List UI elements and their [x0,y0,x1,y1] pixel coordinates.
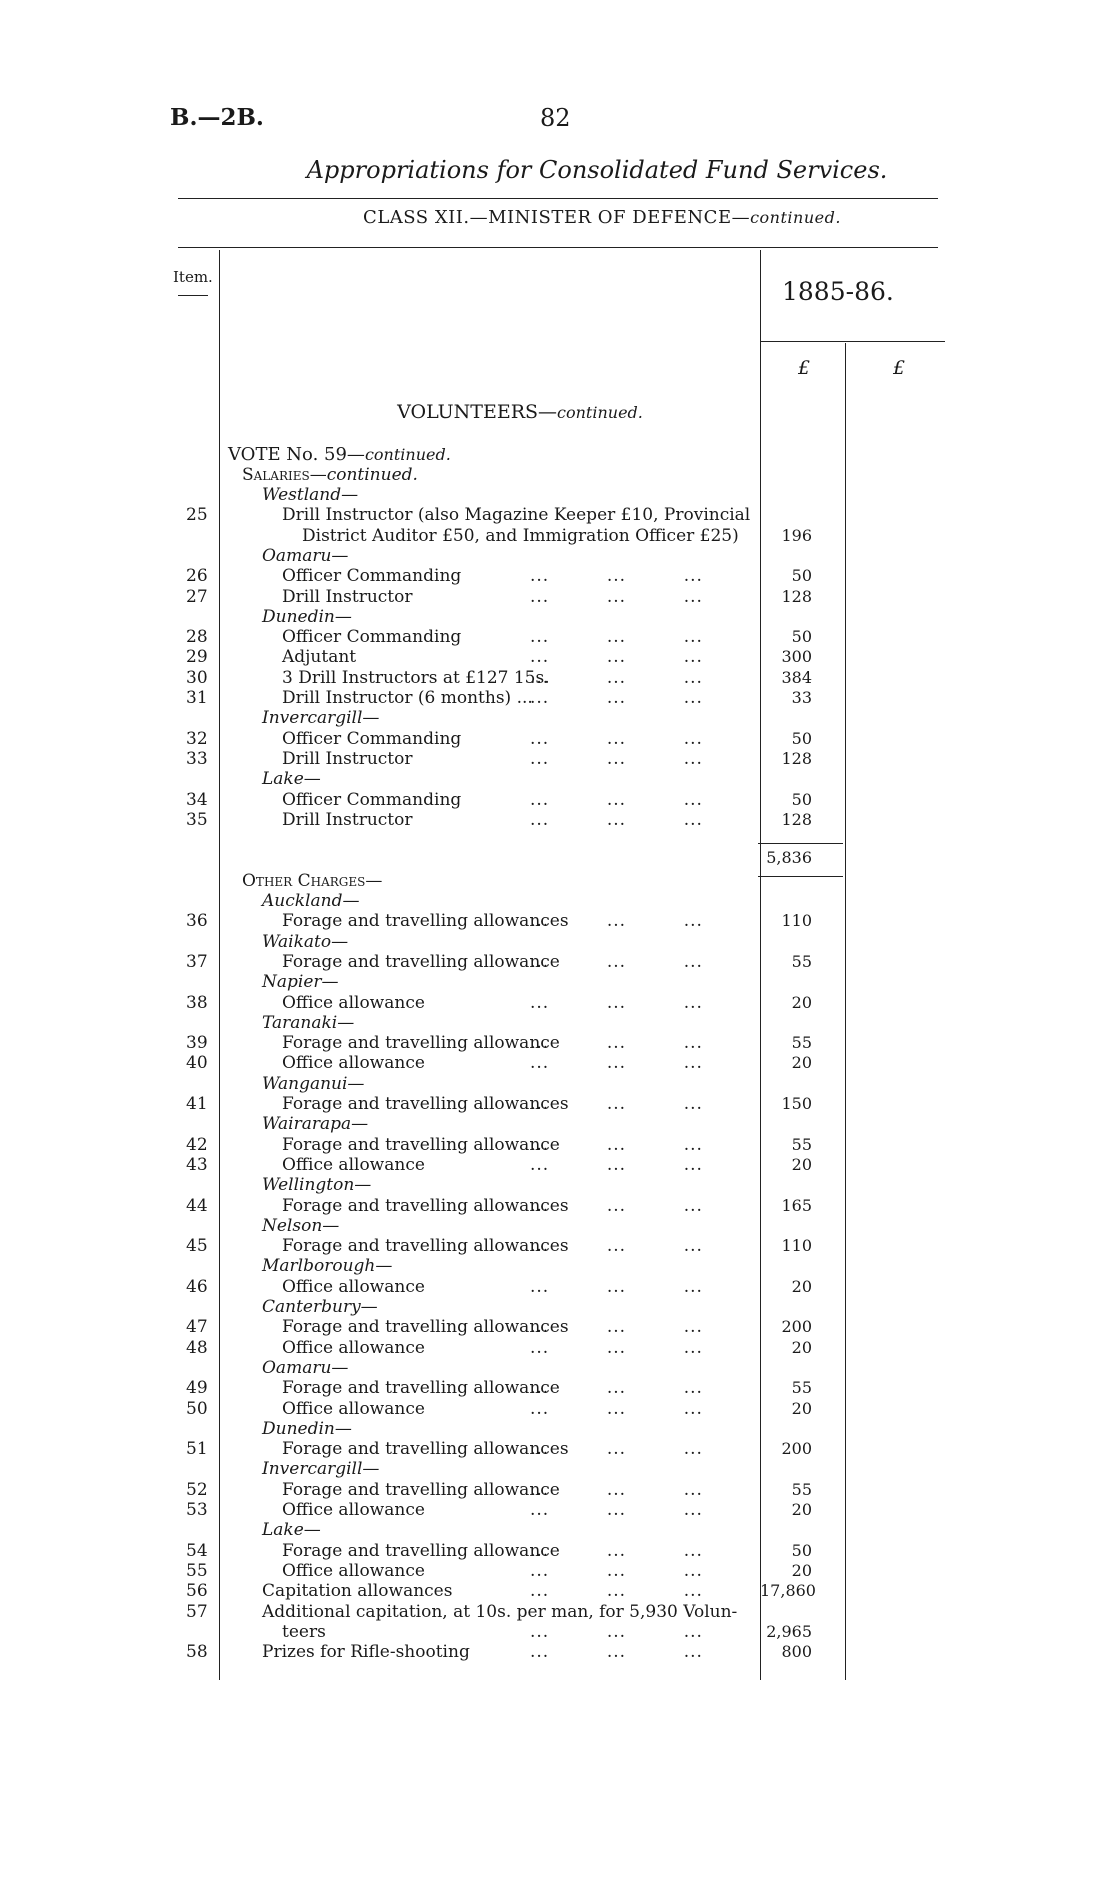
item-amount: 55 [791,1033,812,1053]
leader-dots: ... ... ... [530,1540,703,1561]
leader-dots: ... ... ... [530,627,703,648]
subtotal-rule-bottom [758,876,843,877]
district-heading [0,1256,1114,1276]
district-name: Nelson— [262,1215,340,1236]
table-row [0,1277,1114,1297]
item-amount: 20 [791,1398,812,1418]
leader-dots: ... ... ... [530,1154,703,1175]
item-number: 51 [186,1439,208,1460]
item-description: Prizes for Rifle-shooting [262,1642,470,1663]
item-description: Capitation allowances [262,1581,453,1602]
leader-dots: ... ... ... [530,1378,703,1399]
table-row [0,790,1114,810]
district-name: Invercargill— [262,1459,380,1480]
item-description: teers [282,1621,326,1642]
item-number: 41 [186,1094,208,1114]
table-row [0,952,1114,972]
item-number: 31 [186,688,208,708]
leader-dots: ... ... ... [530,1621,703,1642]
subtotal-rule-top [758,843,843,844]
item-number: 40 [186,1053,208,1074]
item-amount: 128 [781,809,812,829]
table-row [0,1338,1114,1358]
item-number: 34 [186,789,208,810]
table-row [0,1378,1114,1398]
class-title-suffix: continued. [750,208,841,227]
district-name: Westland— [262,485,359,505]
item-amount: 20 [791,1500,812,1519]
item-header-rule [178,295,208,296]
class-title-main: CLASS XII.—MINISTER OF DEFENCE— [363,207,751,228]
section-title-main: VOLUNTEERS— [397,401,558,423]
item-description: Adjutant [282,647,357,668]
item-number: 53 [186,1500,208,1520]
table-row [0,1155,1114,1175]
district-name: Lake— [262,1520,321,1541]
item-number: 44 [186,1195,208,1216]
section-title [300,401,740,423]
item-number: 47 [186,1317,208,1338]
item-amount: 20 [791,1276,812,1296]
item-amount: 20 [791,1154,812,1174]
table-row [0,627,1114,647]
item-description: Office allowance [282,1154,425,1175]
table-top-rule [178,247,938,248]
item-amount: 128 [781,586,812,606]
item-number: 45 [186,1236,208,1257]
item-number: 39 [186,1033,208,1054]
leader-dots: ... ... ... [530,1642,703,1663]
item-description: District Auditor £50, and Immigration Officer £25) [302,525,739,546]
table-row [0,1033,1114,1053]
item-amount: 300 [781,647,812,667]
district-heading [0,1297,1114,1317]
table-row [0,526,1114,546]
item-number: 49 [186,1378,208,1399]
table-row [0,1135,1114,1155]
table-row [0,1581,1114,1601]
leader-dots: ... ... ... [530,1479,703,1500]
item-description: Forage and travelling allowance [282,1033,560,1054]
item-column-header: Item. [173,268,213,286]
item-amount: 196 [781,525,812,545]
item-amount: 200 [781,1439,812,1459]
leader-dots: ... ... ... [530,1236,703,1257]
item-amount: 50 [791,1540,812,1560]
item-number: 25 [186,505,208,526]
district-heading [0,708,1114,728]
item-amount: 55 [791,1378,812,1398]
district-heading [0,1459,1114,1479]
class-title [0,207,1114,228]
table-row [0,1399,1114,1419]
item-amount: 33 [791,688,812,707]
item-description: Additional capitation, at 10s. per man, for 5,930 Volun- [262,1601,738,1622]
item-description: Forage and travelling allowance [282,1134,560,1155]
table-row [0,566,1114,586]
leader-dots: ... ... ... [530,688,703,708]
item-number: 42 [186,1134,208,1155]
table-row [0,749,1114,769]
item-number: 50 [186,1398,208,1419]
salaries-suffix: continued. [326,465,418,485]
item-number: 32 [186,728,208,749]
leader-dots: ... ... ... [530,566,703,587]
item-amount: 800 [781,1642,812,1662]
district-heading [0,1358,1114,1378]
other-charges-heading [0,871,1114,891]
district-name: Auckland— [262,891,360,911]
leader-dots: ... ... ... [530,1276,703,1297]
salaries-label: Salaries— [242,465,327,485]
pound-column-1: £ [798,357,811,379]
leader-dots: ... ... ... [530,1398,703,1419]
leader-dots: ... ... ... [530,911,703,932]
district-name: Napier— [262,972,339,993]
item-description: Office allowance [282,1276,425,1297]
district-heading [0,1013,1114,1033]
item-amount: 165 [781,1195,812,1215]
district-heading [0,1520,1114,1540]
table-row [0,505,1114,525]
district-heading [0,932,1114,952]
leader-dots: ... ... ... [530,1581,703,1602]
leader-dots: ... ... ... [530,748,703,769]
table-row [0,1236,1114,1256]
item-amount: 20 [791,1560,812,1580]
item-description: Office allowance [282,1337,425,1358]
item-number: 48 [186,1337,208,1358]
vote-suffix: continued. [364,445,451,464]
district-heading [0,546,1114,566]
item-description: Office allowance [282,992,425,1013]
table-row [0,1196,1114,1216]
leader-dots: ... ... ... [530,1134,703,1155]
item-description: Office allowance [282,1560,425,1581]
item-description: Drill Instructor (also Magazine Keeper £10, Provincial [282,505,751,526]
leader-dots: ... ... ... [530,586,703,607]
table-row [0,1317,1114,1337]
item-description: Office allowance [282,1398,425,1419]
item-amount: 110 [781,911,812,931]
item-number: 55 [186,1560,208,1581]
item-number: 54 [186,1540,208,1561]
item-amount: 55 [791,951,812,971]
table-row [0,810,1114,830]
page-number: 82 [540,104,571,132]
item-description: Drill Instructor (6 months) ... [282,688,533,708]
vote-label: VOTE No. 59— [228,444,365,465]
item-description: Forage and travelling allowance [282,1378,560,1399]
item-description: 3 Drill Instructors at £127 15s. [282,667,550,688]
district-heading [0,1419,1114,1439]
salaries-subtotal: 5,836 [766,848,812,867]
leader-dots: ... ... ... [530,647,703,668]
district-heading [0,485,1114,505]
item-description: Forage and travelling allowance [282,951,560,972]
item-description: Forage and travelling allowance [282,1540,560,1561]
table-row [0,1480,1114,1500]
item-amount: 20 [791,1053,812,1073]
item-amount: 110 [781,1236,812,1256]
item-description: Officer Commanding [282,627,462,648]
leader-dots: ... ... ... [530,1053,703,1074]
leader-dots: ... ... ... [530,809,703,830]
item-number: 46 [186,1276,208,1297]
item-description: Forage and travelling allowances [282,1317,569,1338]
leader-dots: ... ... ... [530,1439,703,1460]
item-description: Forage and travelling allowances [282,911,569,932]
item-description: Forage and travelling allowances [282,1236,569,1257]
item-amount: 20 [791,992,812,1012]
item-number: 33 [186,748,208,769]
vote-heading [0,445,1114,465]
item-amount: 2,965 [766,1621,812,1641]
district-name: Oamaru— [262,1357,349,1378]
district-name: Waikato— [262,931,349,952]
item-number: 35 [186,809,208,830]
table-row [0,729,1114,749]
page-title: Appropriations for Consolidated Fund Services. [306,156,888,184]
item-number: 36 [186,911,208,932]
district-heading [0,1114,1114,1134]
item-description: Drill Instructor [282,809,413,830]
district-name: Oamaru— [262,545,349,566]
table-row [0,647,1114,667]
table-row [0,1094,1114,1114]
pound-column-2: £ [893,357,906,379]
item-amount: 128 [781,748,812,768]
item-number: 30 [186,667,208,688]
district-name: Dunedin— [262,1418,352,1439]
item-amount: 20 [791,1337,812,1357]
item-amount: 50 [791,789,812,809]
district-name: Dunedin— [262,606,352,627]
table-row [0,688,1114,708]
item-description: Office allowance [282,1500,425,1520]
item-number: 52 [186,1479,208,1500]
item-amount: 17,860 [760,1581,816,1601]
year-header: 1885-86. [782,277,894,306]
district-heading [0,607,1114,627]
item-description: Drill Instructor [282,748,413,769]
item-description: Forage and travelling allowance [282,1479,560,1500]
district-name: Marlborough— [262,1256,393,1277]
item-number: 56 [186,1581,208,1602]
leader-dots: ... ... ... [530,1033,703,1054]
item-description: Officer Commanding [282,566,462,587]
table-row [0,1602,1114,1622]
table-row [0,1500,1114,1520]
leader-dots: ... ... ... [530,1560,703,1581]
item-description: Forage and travelling allowances [282,1195,569,1216]
table-row [0,587,1114,607]
item-number: 26 [186,566,208,587]
item-description: Drill Instructor [282,586,413,607]
year-rule [760,341,945,342]
district-heading [0,891,1114,911]
leader-dots: ... ... ... [530,1094,703,1114]
leader-dots: ... ... ... [530,951,703,972]
document-reference: B.—2B. [170,104,264,131]
item-number: 28 [186,627,208,648]
district-heading [0,1074,1114,1094]
district-name: Invercargill— [262,708,380,729]
leader-dots: ... ... ... [530,1337,703,1358]
item-number: 43 [186,1154,208,1175]
table-row [0,668,1114,688]
leader-dots: ... ... ... [530,1500,703,1520]
item-description: Officer Commanding [282,728,462,749]
item-amount: 55 [791,1479,812,1499]
table-row [0,1053,1114,1073]
item-description: Forage and travelling allowances [282,1439,569,1460]
item-description: Forage and travelling allowances [282,1094,569,1114]
district-heading [0,972,1114,992]
district-heading [0,1216,1114,1236]
leader-dots: ... ... ... [530,1317,703,1338]
district-heading [0,769,1114,789]
leader-dots: ... ... ... [530,992,703,1013]
item-amount: 150 [781,1094,812,1113]
item-amount: 50 [791,627,812,647]
table-row [0,1541,1114,1561]
district-name: Taranaki— [262,1012,355,1033]
item-amount: 384 [781,667,812,687]
table-row [0,1439,1114,1459]
item-number: 29 [186,647,208,668]
title-rule [178,198,938,199]
item-number: 38 [186,992,208,1013]
district-name: Lake— [262,769,321,790]
leader-dots: ... ... ... [530,667,703,688]
district-name: Wanganui— [262,1073,365,1094]
other-charges-label: Other Charges— [242,870,383,891]
leader-dots: ... ... ... [530,728,703,749]
item-number: 27 [186,586,208,607]
item-description: Officer Commanding [282,789,462,810]
item-number: 37 [186,951,208,972]
table-row [0,1561,1114,1581]
item-amount: 50 [791,566,812,586]
table-row [0,1642,1114,1662]
item-number: 58 [186,1642,208,1663]
district-heading [0,1175,1114,1195]
table-row [0,1622,1114,1642]
table-row [0,993,1114,1013]
leader-dots: ... ... ... [530,1195,703,1216]
item-amount: 50 [791,728,812,748]
leader-dots: ... ... ... [530,789,703,810]
section-title-suffix: continued. [557,403,643,422]
item-amount: 200 [781,1317,812,1337]
item-amount: 55 [791,1134,812,1154]
table-row [0,911,1114,931]
district-name: Wellington— [262,1175,372,1196]
item-description: Office allowance [282,1053,425,1074]
item-number: 57 [186,1601,208,1622]
district-name: Canterbury— [262,1297,378,1317]
district-name: Wairarapa— [262,1114,369,1135]
salaries-heading [0,465,1114,485]
